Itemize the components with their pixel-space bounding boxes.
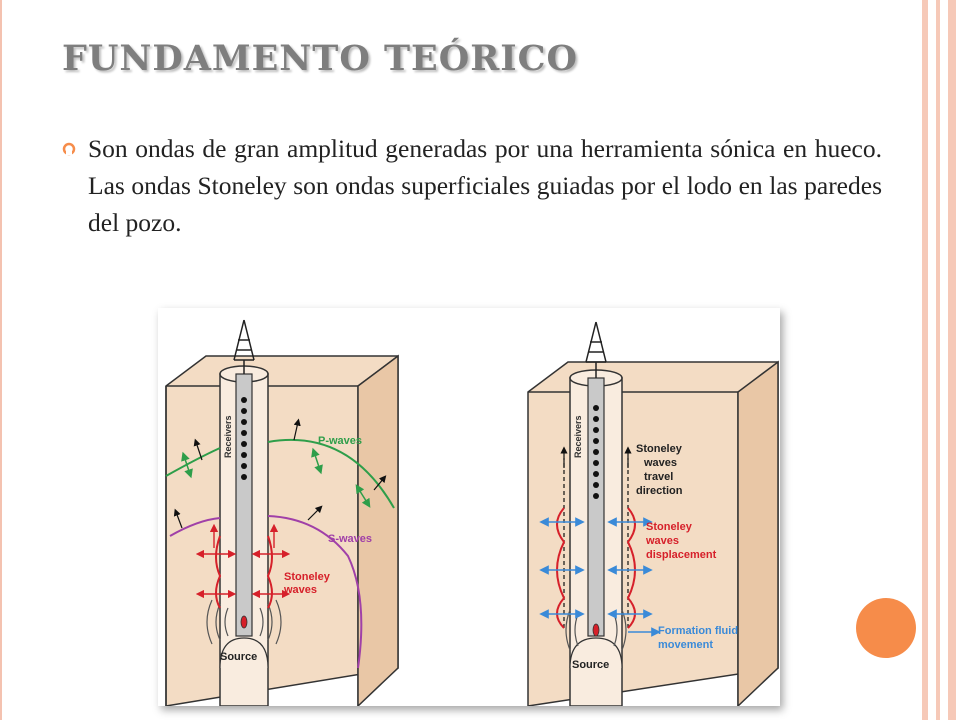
right-receivers-label: Receivers xyxy=(573,415,583,458)
fluid-label-1: Formation fluid xyxy=(658,625,739,637)
travel-label-2: waves xyxy=(644,457,678,469)
borehole-wave-diagram xyxy=(158,308,780,706)
slide-body-text: Son ondas de gran amplitud generadas por una herramienta sónica en hueco. Las ondas Stoneley son ondas superficiales guiadas por el lodo en las paredes del pozo. xyxy=(88,134,882,237)
travel-label-1: Stoneley xyxy=(636,443,682,455)
disp-label-2: waves xyxy=(646,535,680,547)
travel-label-3: travel xyxy=(644,471,674,483)
left-receivers-label: Receivers xyxy=(223,415,233,458)
travel-label-4: direction xyxy=(636,485,683,497)
fluid-label-2: movement xyxy=(658,639,714,651)
right-rock-block xyxy=(528,322,778,706)
left-stoneley-label-2: waves xyxy=(284,584,318,596)
left-stoneley-label-1: Stoneley xyxy=(284,571,330,583)
right-source-label: Source xyxy=(572,659,610,671)
disp-label-3: displacement xyxy=(646,549,717,561)
decorative-stripes xyxy=(918,0,960,720)
s-waves-label: S-waves xyxy=(328,533,373,545)
decorative-orange-circle xyxy=(856,598,916,658)
slide-title: FUNDAMENTO TEÓRICO xyxy=(62,38,579,79)
disp-label-1: Stoneley xyxy=(646,521,692,533)
left-rock-block xyxy=(166,320,398,706)
ring-bullet-icon xyxy=(62,142,76,156)
left-source-label: Source xyxy=(220,651,258,663)
p-waves-label: P-waves xyxy=(318,435,363,447)
